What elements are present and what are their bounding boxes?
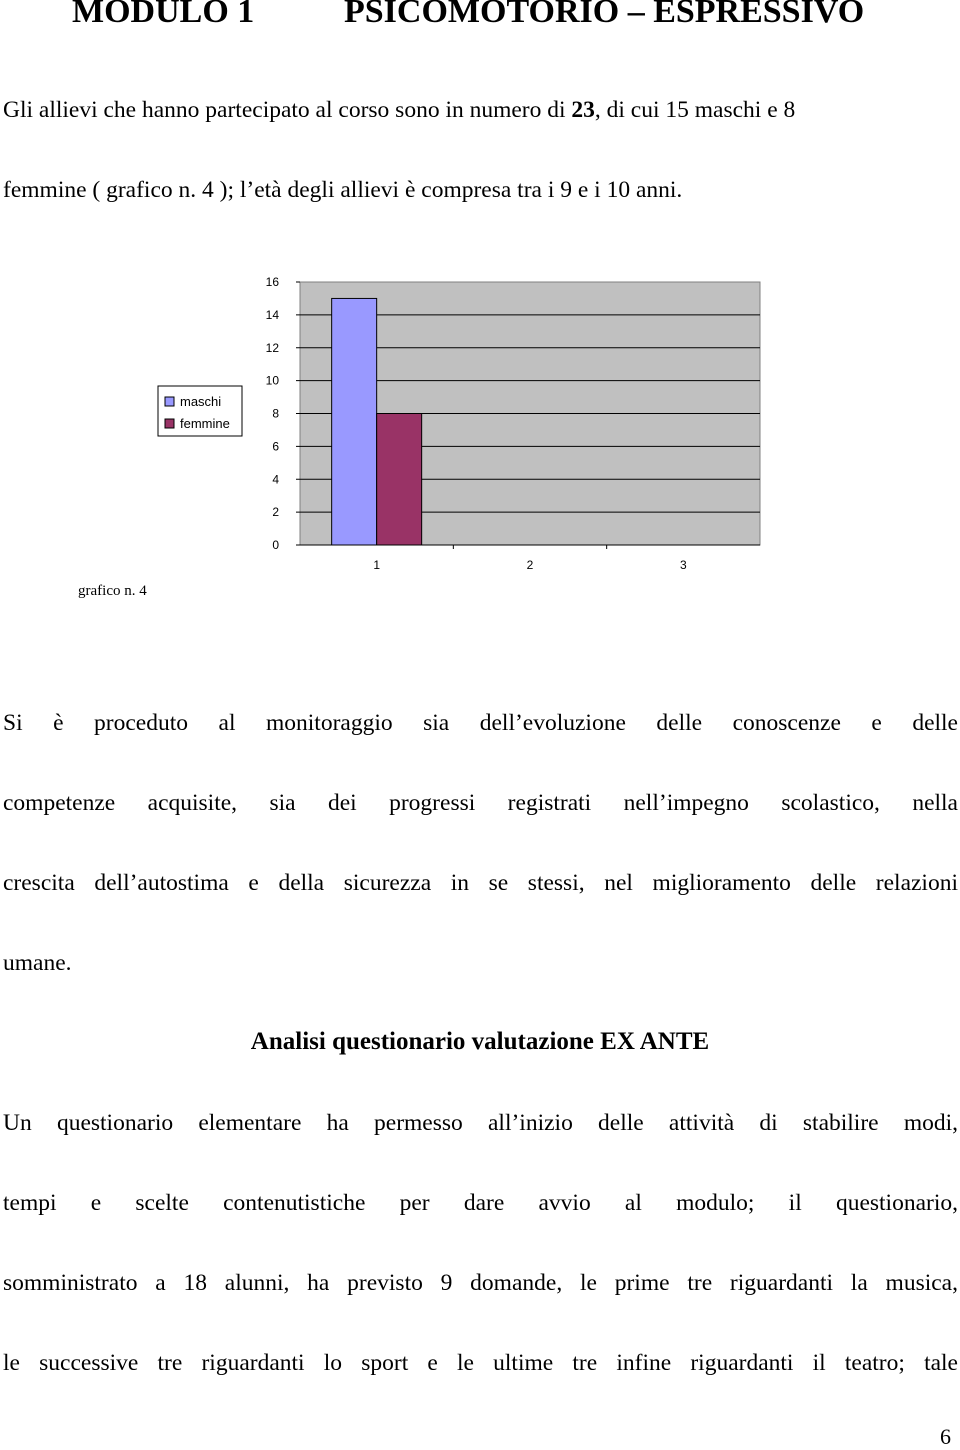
body-line: somministrato a 18 alunni, ha previsto 9 domande, le prime tre riguardanti la musica, xyxy=(3,1270,958,1296)
y-tick-label: 14 xyxy=(265,307,279,322)
page-number: 6 xyxy=(940,1424,951,1449)
body-line: le successive tre riguardanti lo sport e le ultime tre infine riguardanti il teatro; tale xyxy=(3,1350,958,1376)
body-line: Un questionario elementare ha permesso all’inizio delle attività di stabilire modi, xyxy=(3,1110,958,1136)
legend-label: femmine xyxy=(180,416,230,431)
intro-text: Gli allievi che hanno partecipato al corso sono in numero di xyxy=(3,97,572,123)
section-title: Analisi questionario valutazione EX ANTE xyxy=(250,1028,710,1055)
x-tick-label: 2 xyxy=(526,558,534,572)
legend-swatch xyxy=(165,419,174,428)
x-tick-label: 1 xyxy=(373,558,381,572)
y-tick-label: 16 xyxy=(265,275,279,289)
y-tick-label: 6 xyxy=(272,439,279,454)
intro-line-1 xyxy=(3,95,958,125)
y-tick-label: 10 xyxy=(265,373,279,388)
page-title xyxy=(0,0,960,32)
student-count: 23 xyxy=(571,97,595,123)
body-line: competenze acquisite, sia dei progressi registrati nell’impegno scolastico, nella xyxy=(3,790,958,816)
bar-maschi xyxy=(332,298,377,545)
body-line: Si è proceduto al monitoraggio sia dell’evoluzione delle conoscenze e delle xyxy=(3,710,958,736)
y-tick-label: 8 xyxy=(272,406,279,421)
bar-femmine xyxy=(377,414,422,546)
intro-text: , di cui 15 maschi e 8 xyxy=(594,97,796,123)
y-tick-label: 4 xyxy=(272,472,279,487)
module-title: PSICOMOTORIO – ESPRESSIVO xyxy=(344,0,865,30)
module-label: MODULO 1 xyxy=(72,0,255,30)
legend-label: maschi xyxy=(180,394,222,409)
y-tick-label: 0 xyxy=(272,538,279,552)
bar-chart xyxy=(0,260,960,580)
y-tick-label: 12 xyxy=(265,340,279,355)
body-line: crescita dell’autostima e della sicurezza in se stessi, nel miglioramento delle relazioni xyxy=(3,870,958,896)
legend-swatch xyxy=(165,397,174,406)
y-tick-label: 2 xyxy=(272,505,279,520)
x-tick-label: 3 xyxy=(679,558,687,572)
body-line: umane. xyxy=(3,950,72,976)
body-line: tempi e scelte contenutistiche per dare avvio al modulo; il questionario, xyxy=(3,1190,958,1216)
intro-line-2: femmine ( grafico n. 4 ); l’età degli allievi è compresa tra i 9 e i 10 anni. xyxy=(3,177,683,203)
chart-caption: grafico n. 4 xyxy=(78,583,147,599)
